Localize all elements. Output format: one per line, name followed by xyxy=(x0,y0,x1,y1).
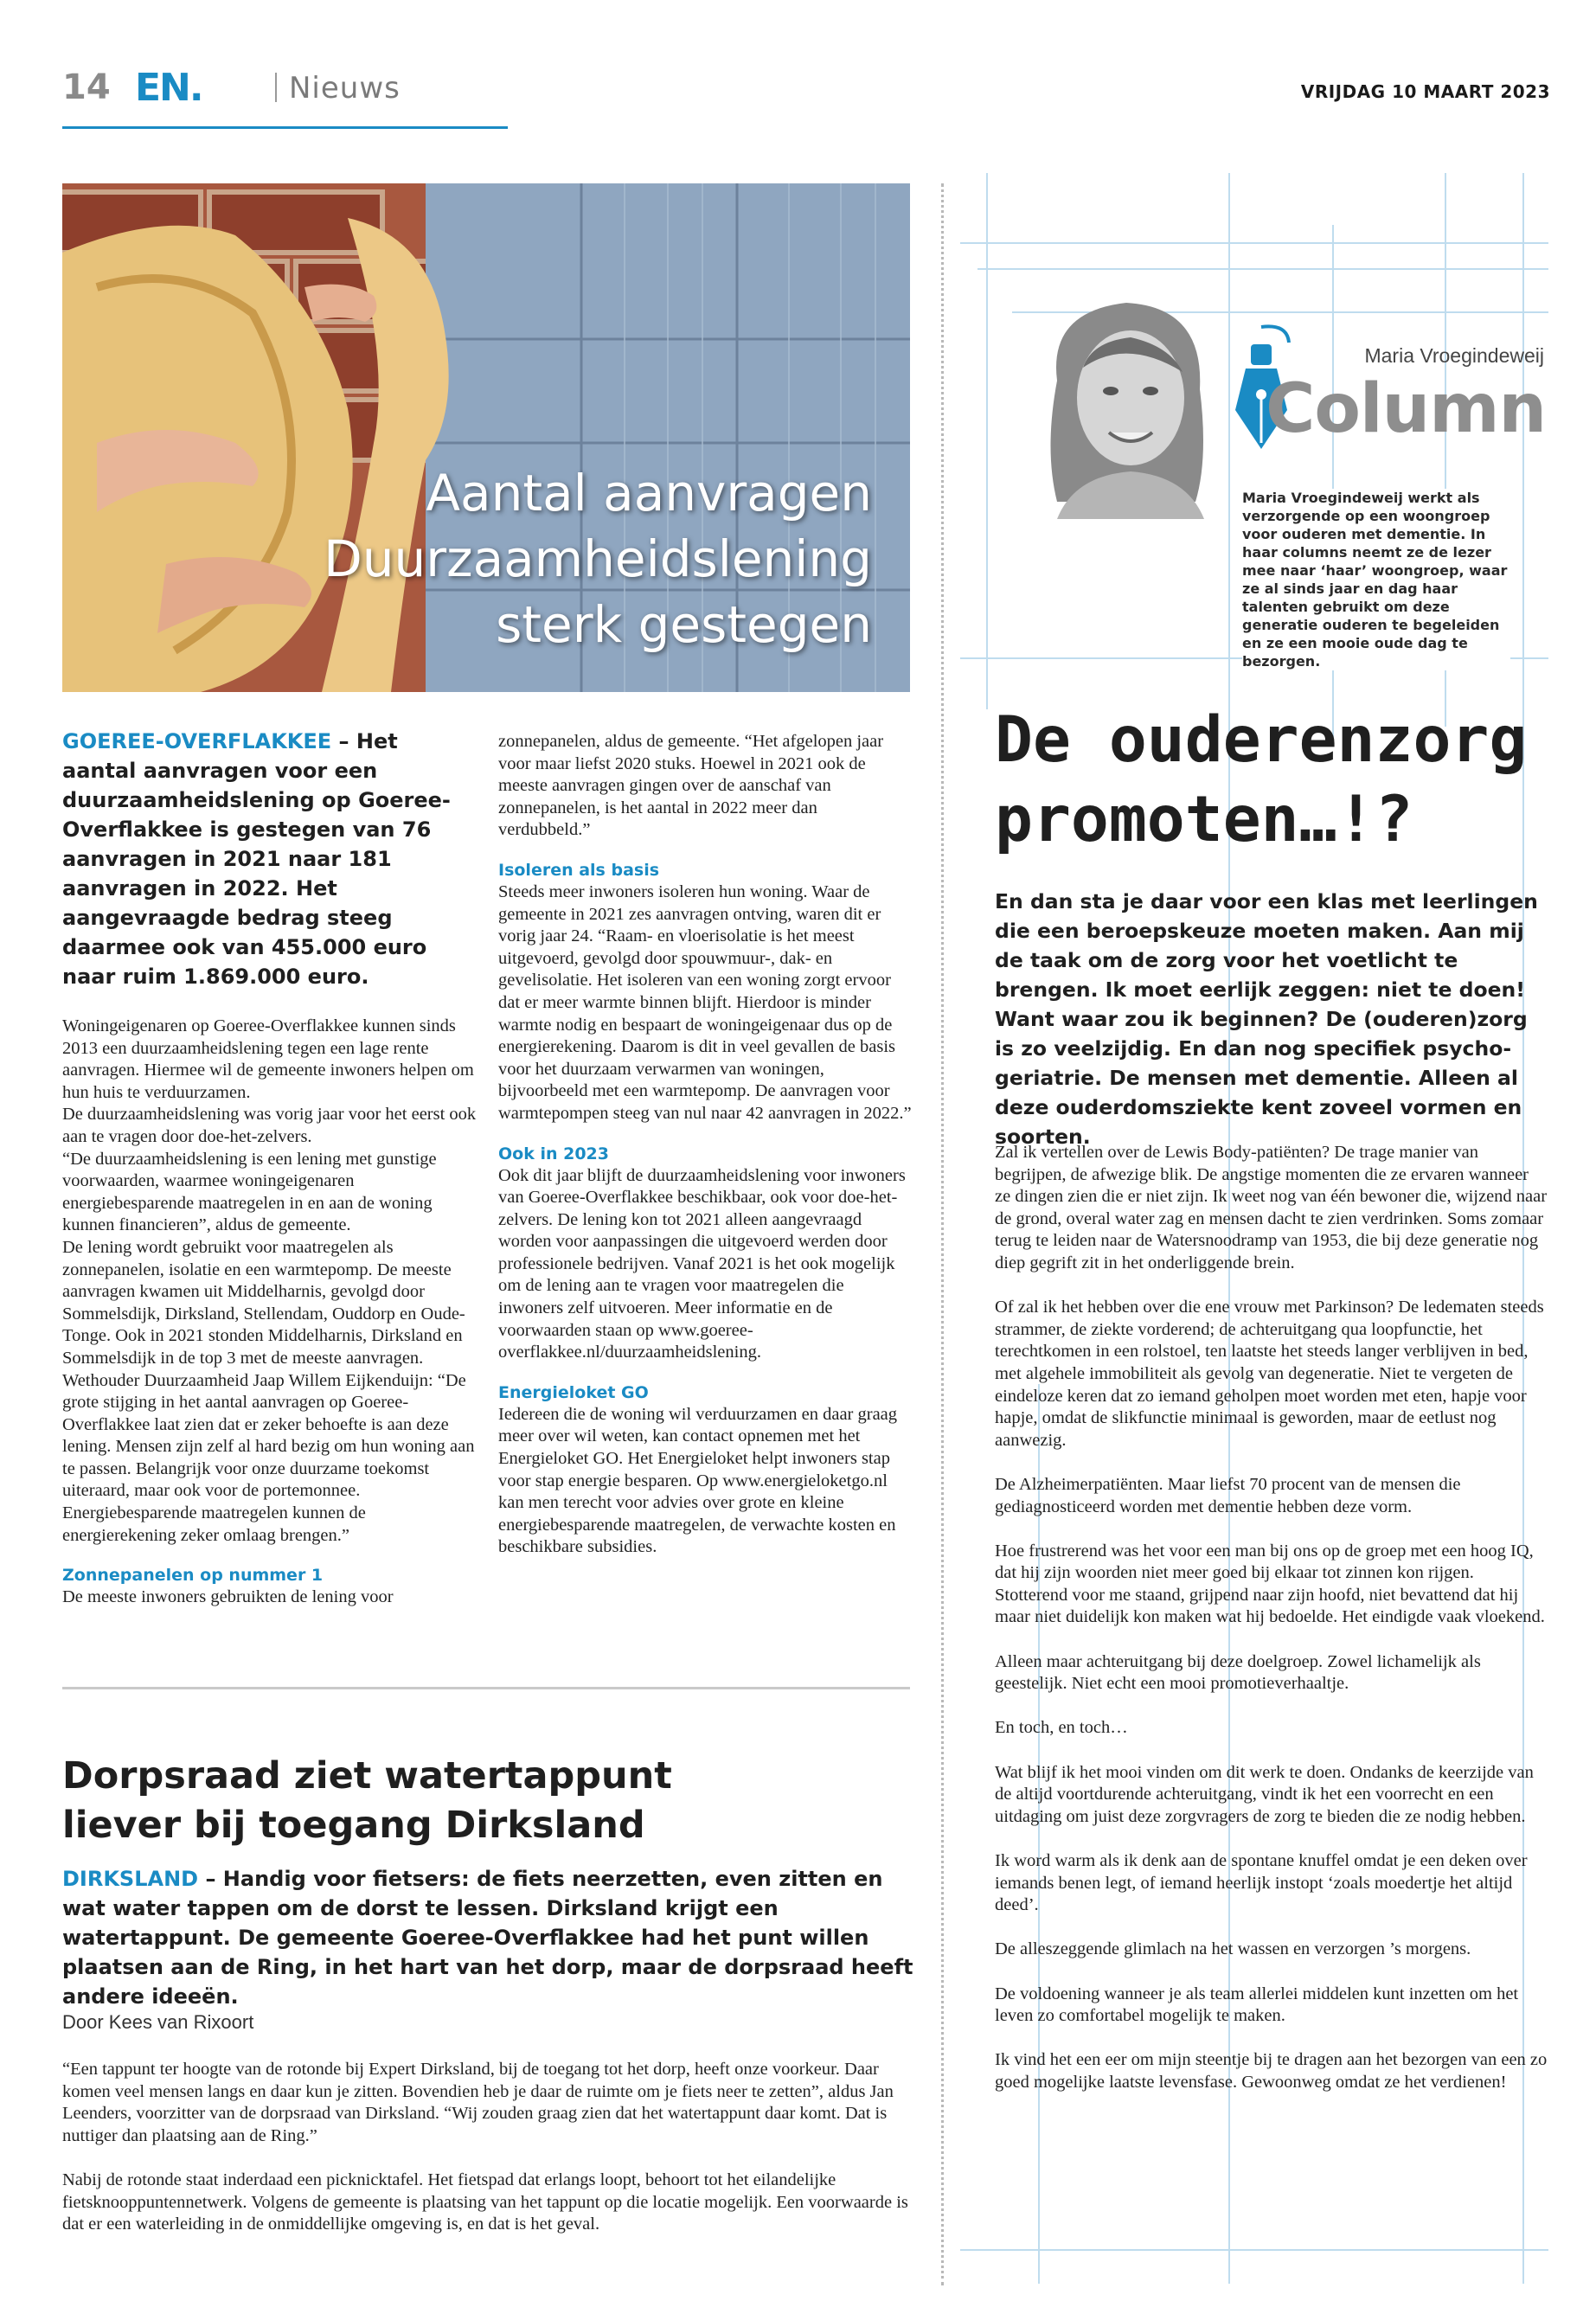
article1-lead xyxy=(62,727,478,991)
body-paragraph: De Alzheimerpatiënten. Maar liefst 70 procent van de mensen die gediagnosticeerd worden met dementie hebben deze vorm. xyxy=(995,1474,1461,1516)
section-label[interactable]: Nieuws xyxy=(289,71,401,106)
page-header xyxy=(62,67,1550,111)
headline-line: Dorpsraad ziet watertappunt xyxy=(62,1754,672,1798)
subheading: Zonnepanelen op nummer 1 xyxy=(62,1566,324,1586)
body-paragraph: Alleen maar achteruitgang bij deze doelgroep. Zowel lichamelijk als geestelijk. Niet echt een mooi promotieverhaaltje. xyxy=(995,1651,1481,1694)
lead-place: DIRKSLAND xyxy=(62,1867,199,1891)
newspaper-logo[interactable]: EN. xyxy=(135,66,202,110)
body-paragraph: De duurzaamheidslening was vorig jaar voor het eerst ook aan te vragen door doe-het-zelvers. xyxy=(62,1105,477,1146)
headline-line: Aantal aanvragen xyxy=(426,464,872,522)
body-paragraph: De lening wordt gebruikt voor maatregelen als zonnepanelen, isolatie en een warmtepomp. De meeste aanvragen kwamen uit Middelharnis, gevolgd door Sommelsdijk, Dirksland, Stellendam, Ouddorp en Oude-Tonge. Ook in 2021 stonden Middelharnis, Dirksland en Sommelsdijk in de top 3 met de meeste aanvragen. xyxy=(62,1237,465,1368)
body-paragraph: Nabij de rotonde staat inderdaad een picknicktafel. Het fietspad dat erlangs loopt, behoort tot het eilandelijke fietsknooppuntennetwerk. Volgens de gemeente is plaatsing van het tappunt op die locatie mogelijk. Een voorwaarde is dat er een waterleiding in de onmiddellijke omgeving is, en dat is het geval. xyxy=(62,2170,908,2234)
body-paragraph: Zal ik vertellen over de Lewis Body-patiënten? De trage manier van begrijpen, de afwezige blik. De angstige momenten die ze ervaren wanneer ze dingen zien die er niet zijn. Ik weet nog van één bewoner die, wijzend naar de grond, overal water zag en mensen dacht te zien verdrinken. Soms zomaar terug te leiden naar de Watersnoodramp van 1953, die bij deze generatie nog diep gegrift zit in het onderliggende brein. xyxy=(995,1143,1548,1272)
body-paragraph: Wethouder Duurzaamheid Jaap Willem Eijkenduijn: “De grote stijging in het aantal aanvragen op Goeree-Overflakkee laat zien dat er zeker behoefte is aan deze lening. Mensen zijn zelf al hard bezig om hun woning aan te passen. Belangrijk voor onze duurzame toekomst uiteraard, maar ook voor de portemonnee. Energiebesparende maatregelen kunnen de energierekening zeker omlaag brengen.” xyxy=(62,1370,475,1545)
headline-line: sterk gestegen xyxy=(496,595,872,654)
header-separator xyxy=(275,73,277,102)
columnist-name: Maria Vroegindeweij xyxy=(1364,344,1544,367)
article-headline xyxy=(324,460,872,657)
body-paragraph: Steeds meer inwoners isoleren hun woning. Waar de gemeente in 2021 zes aanvragen ontving, waren dit er vorig jaar 24. “Raam- en vloerisolatie is het meest uitgevoerd, gevolgd door spouwmuur-, dak- en gevelisolatie. Het isoleren van een woning zorgt ervoor dat er meer warmte binnen blijft. Hierdoor is minder warmte nodig en bespaart de woningeigenaar dus op de energierekening. Daarom is dit in veel gevallen de basis voor het duurzaam verwarmen van woningen, bijvoorbeeld met een warmtepomp. De aanvragen voor warmtepompen steeg van nul naar 42 aanvragen in 2022.” xyxy=(498,881,912,1123)
body-paragraph: Ook dit jaar blijft de duurzaamheidslening voor inwoners van Goeree-Overflakkee beschikbaar, ook voor doe-het-zelvers. De lening kon tot 2021 alleen aangevraagd worden voor aanpassingen die uitgevoerd werden door professionele bedrijven. Vanaf 2021 is het ook mogelijk om de lening aan te vragen voor maatregelen die inwoners zelf uitvoeren. Meer informatie en de voorwaarden staan op www.goeree-overflakkee.nl/duurzaamheidslening. xyxy=(498,1165,906,1362)
body-paragraph: Ik word warm als ik denk aan de spontane knuffel omdat je een deken over iemands benen legt, of iemand heerlijk instopt ‘zoals moedertje het altijd deed’. xyxy=(995,1851,1528,1915)
headline-line: Duurzaamheidslening xyxy=(324,529,872,588)
columnist-intro: Maria Vroegindeweij werkt als verzorgende op een woongroep voor ouderen met dementie. In haar columns neemt ze de lezer mee naar ‘haar’ woongroep, waar ze al sinds jaar en dag haar talenten gebruikt om deze generatie ouderen te begeleiden en ze een mooie oude dag te bezorgen. xyxy=(1242,489,1510,670)
subheading: Energieloket GO xyxy=(498,1382,649,1402)
header-rule xyxy=(62,126,508,129)
body-paragraph: “De duurzaamheidslening is een lening met gunstige voorwaarden, waarmee woningeigenaren energiebesparende maatregelen in en aan de woning kunnen financieren”, aldus de gemeente. xyxy=(62,1149,437,1235)
column-label: Column xyxy=(1266,370,1546,448)
body-paragraph: Iedereen die de woning wil verduurzamen en daar graag meer over wil weten, kan contact opnemen met het Energieloket GO. Het Energieloket helpt inwoners stap voor stap energie besparen. Op www.energieloketgo.nl kan men terecht voor advies over grote en kleine energiebesparende maatregelen, de verwachte kosten en beschikbare subsidies. xyxy=(498,1404,898,1557)
body-paragraph: De alleszeggende glimlach na het wassen en verzorgen ’s morgens. xyxy=(995,1939,1471,1959)
article2-headline xyxy=(62,1752,910,1850)
body-paragraph: En toch, en toch… xyxy=(995,1718,1128,1738)
article2-byline: Door Kees van Rixoort xyxy=(62,2011,254,2033)
article-separator xyxy=(62,1687,910,1689)
headline-line: promoten…!? xyxy=(995,783,1413,856)
column-divider xyxy=(941,183,944,2285)
article1-column-2 xyxy=(498,731,912,1559)
body-paragraph: zonnepanelen, aldus de gemeente. “Het afgelopen jaar voor maar liefst 2020 stuks. Hoewel in 2021 ook de meeste aanvragen gingen over de aanschaf van zonnepanelen, is het aantal in 2022 meer dan verdubbeld.” xyxy=(498,732,884,840)
subheading: Ook in 2023 xyxy=(498,1144,609,1163)
body-paragraph: Woningeigenaren op Goeree-Overflakkee kunnen sinds 2013 een duurzaamheidslening tegen een lage rente aanvragen. Hiermee wil de gemeente inwoners helpen om hun huis te verduurzamen. xyxy=(62,1016,474,1102)
subheading: Isoleren als basis xyxy=(498,860,660,880)
column-headline xyxy=(995,701,1548,860)
body-paragraph: De voldoening wanneer je als team allerlei middelen kunt inzetten om het leven zo comfortabel mogelijk te maken. xyxy=(995,1984,1519,2026)
lead-text: – Handig voor fietsers: de fiets neerzetten, even zitten en wat water tappen om de dorst te lessen. Dirksland krijgt een watertappunt. De gemeente Goeree-Overflakkee had het punt willen plaatsen aan de Ring, in het hart van het dorp, maar de dorpsraad heeft andere ideeën. xyxy=(62,1867,913,2009)
column-body xyxy=(995,1142,1548,2116)
column-lead: En dan sta je daar voor een klas met leerlingen die een beroepskeuze moeten maken. Aan mij de taak om de zorg voor het voetlicht te brengen. Ik moet eerlijk zeggen: niet te doen! Want waar zou ik beginnen? De (ouderen)zorg is zo veelzijdig. En dan nog specifiek psycho-geriatrie. De mensen met dementie. Alleen al deze ouderdomsziekte kent zoveel vormen en soorten. xyxy=(995,889,1538,1149)
body-paragraph: “Een tappunt ter hoogte van de rotonde bij Expert Dirksland, bij de toegang tot het dorp, heeft onze voorkeur. Daar komen veel mensen langs en daar kun je zitten. Bovendien heb je daar de ruimte om je fiets neer te zetten”, aldus Jan Leenders, voorzitter van de dorpsraad van Dirksland. “Wij zouden graag zien dat het watertappunt daar komt. Dat is nuttiger dan plaatsing aan de Ring.” xyxy=(62,2060,894,2145)
article-hero-image xyxy=(62,183,910,692)
body-paragraph: De meeste inwoners gebruikten de lening voor xyxy=(62,1587,394,1607)
article2-lead xyxy=(62,1864,914,2011)
page-number: 14 xyxy=(62,67,111,107)
article1-column-1 xyxy=(62,727,478,1609)
columnist-portrait xyxy=(1022,285,1239,519)
lead-place: GOEREE-OVERFLAKKEE xyxy=(62,729,332,753)
body-paragraph: Ik vind het een eer om mijn steentje bij te dragen aan het bezorgen van een zo goed mogelijke laatste levensfase. Gewoonweg omdat ze het verdienen! xyxy=(995,2050,1548,2092)
body-paragraph: Hoe frustrerend was het voor een man bij ons op de groep met een hoog IQ, dat hij zijn woorden niet meer goed bij elkaar tot zinnen kon rijgen. Stotterend voor me staand, grijpend naar zijn hoofd, niet bevattend dat hij maar niet duidelijk kon maken wat hij bedoelde. Het eindigde vaak vloekend. xyxy=(995,1541,1545,1627)
headline-line: liever bij toegang Dirksland xyxy=(62,1804,645,1847)
portrait-illustration xyxy=(1022,285,1239,519)
headline-line: De ouderenzorg xyxy=(995,703,1528,777)
article2-body xyxy=(62,2059,914,2236)
issue-date: VRIJDAG 10 MAART 2023 xyxy=(1300,81,1550,102)
body-paragraph: Of zal ik het hebben over die ene vrouw met Parkinson? De ledematen steeds strammer, de ziekte vorderend; de achteruitgang qua loopfunctie, het terechtkomen in een rolstoel, ten laatste het steeds langer verblijven in bed, met algehele immobiliteit als gevolg van degeneratie. Niet te vergeten de eindeloze keren dat zo iemand geholpen moet worden met eten, hapje voor hapje, omdat de slikfunctie minimaal is geworden, maar de eetlust nog aanwezig. xyxy=(995,1298,1544,1450)
lead-text: – Het aantal aanvragen voor een duurzaamheidslening op Goeree-Overflakkee is gestegen van 76 aanvragen in 2021 naar 181 aanvragen in 2022. Het aangevraagde bedrag steeg daarmee ook van 455.000 euro naar ruim 1.869.000 euro. xyxy=(62,729,451,989)
body-paragraph: Wat blijf ik het mooi vinden om dit werk te doen. Ondanks de keerzijde van de altijd voortdurende achteruitgang, vindt ik het een voorrecht en een uitdaging om juist deze zorgvragers de zorg te bieden die ze nodig hebben. xyxy=(995,1762,1534,1826)
